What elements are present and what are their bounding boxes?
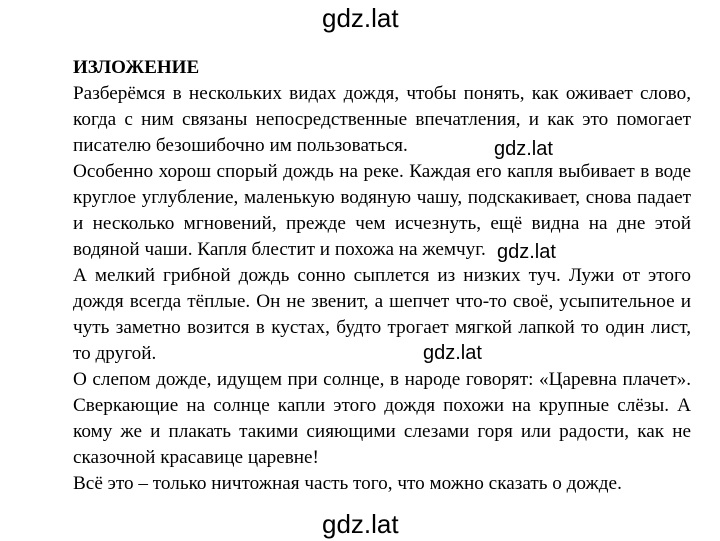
document-body xyxy=(73,55,691,497)
paragraph-5: Всё это – только ничтожная часть того, что можно сказать о дожде. xyxy=(73,473,622,494)
document-title: ИЗЛОЖЕНИЕ xyxy=(73,57,200,78)
paragraph-2: Особенно хорош спорый дождь на реке. Каждая его капля выбивает в воде круглое углубление, маленькую водяную чашу, подскакивает, снова падает и несколько мгновений, прежде чем исчезнуть, ещё видна на дне этой водяной чаши. Капля блестит и похожа на жемчуг. xyxy=(73,161,691,260)
watermark-inline-2: gdz.lat xyxy=(497,241,556,263)
paragraph-1: Разберёмся в нескольких видах дождя, чтобы понять, как оживает слово, когда с ним связаны непосредственные впечатления, и как это помогает писателю безошибочно им пользоваться. xyxy=(73,83,691,156)
paragraph-4: О слепом дожде, идущем при солнце, в народе говорят: «Царевна плачет». Сверкающие на солнце капли этого дождя похожи на крупные слёзы. А кому же и плакать такими сияющими слезами горя или радости, как не сказочной красавице царевне! xyxy=(73,369,691,468)
watermark-inline-1: gdz.lat xyxy=(494,138,553,160)
paragraph-3: А мелкий грибной дождь сонно сыплется из низких туч. Лужи от этого дождя всегда тёплые. Он не звенит, а шепчет что-то своё, усыпительное и чуть заметно возится в кустах, будто трогает мягкой лапкой то один лист, то другой. xyxy=(73,265,691,364)
watermark-bottom: gdz.lat xyxy=(322,509,399,539)
watermark-inline-3: gdz.lat xyxy=(423,342,482,364)
watermark-top: gdz.lat xyxy=(322,3,399,33)
